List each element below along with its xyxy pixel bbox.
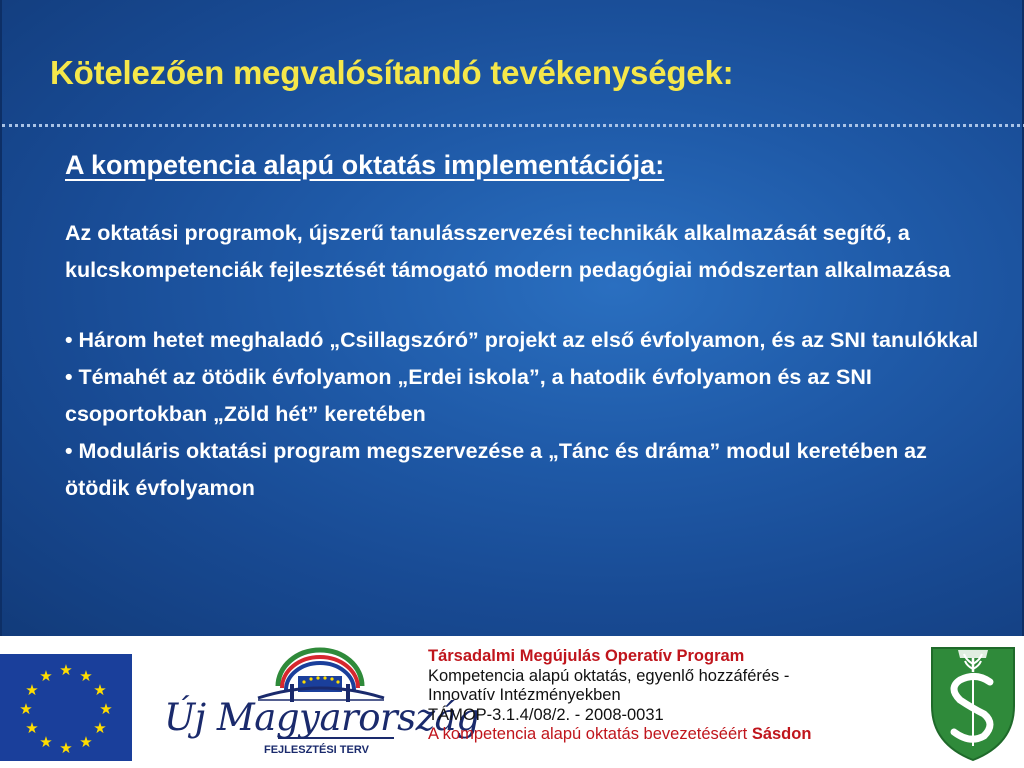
list-item-text: Három hetet meghaladó „Csillagszóró” projekt az első évfolyamon, és az SNI tanulókkal bbox=[78, 328, 979, 352]
slide-title: Kötelezően megvalósítandó tevékenységek: bbox=[50, 54, 734, 91]
bullet-marker: • bbox=[65, 328, 73, 352]
svg-text:★: ★ bbox=[39, 733, 53, 751]
list-item bbox=[65, 359, 985, 433]
svg-text:★: ★ bbox=[99, 700, 113, 718]
uj-magyarorszag-logo bbox=[158, 638, 480, 766]
logo-subtitle: FEJLESZTÉSI TERV bbox=[264, 744, 369, 756]
svg-text:★: ★ bbox=[59, 661, 73, 679]
bullet-marker: • bbox=[65, 439, 73, 463]
project-line bbox=[428, 725, 898, 745]
svg-text:★: ★ bbox=[93, 681, 107, 699]
list-item-text: Témahét az ötödik évfolyamon „Erdei iskola”, a hatodik évfolyamon és az SNI csoportokban „Zöld hét” keretében bbox=[65, 365, 872, 426]
program-info bbox=[428, 647, 898, 745]
svg-text:★: ★ bbox=[93, 719, 107, 737]
bullet-list bbox=[65, 322, 985, 507]
svg-text:★: ★ bbox=[39, 667, 53, 685]
svg-text:★: ★ bbox=[79, 667, 93, 685]
eu-flag-icon bbox=[0, 654, 132, 761]
program-subtitle: Kompetencia alapú oktatás, egyenlő hozzáférés - bbox=[428, 666, 790, 685]
svg-text:★: ★ bbox=[79, 733, 93, 751]
svg-text:★: ★ bbox=[19, 700, 33, 718]
footer-banner bbox=[0, 636, 1024, 768]
shield-icon bbox=[928, 644, 1018, 764]
project-text: A kompetencia alapú oktatás bevezetéséért bbox=[428, 725, 748, 744]
svg-text:★: ★ bbox=[25, 719, 39, 737]
section-heading: A kompetencia alapú oktatás implementációja: bbox=[65, 150, 665, 180]
eu-stars-graphic bbox=[0, 654, 132, 761]
svg-text:★: ★ bbox=[59, 739, 73, 757]
project-place: Sásdon bbox=[751, 725, 812, 744]
dotted-divider bbox=[2, 124, 1024, 127]
intro-paragraph: Az oktatási programok, újszerű tanulásszervezési technikák alkalmazását segítő, a kulcskompetenciák fejlesztését támogató modern pedagógiai módszertan alkalmazása bbox=[65, 221, 951, 282]
sasd-coat-of-arms-icon bbox=[928, 644, 1018, 764]
bullet-marker: • bbox=[65, 365, 73, 389]
list-item bbox=[65, 433, 985, 507]
program-subtitle-2: Innovatív Intézményekben bbox=[428, 686, 621, 705]
list-item-text: Moduláris oktatási program megszervezése a „Tánc és dráma” modul keretében az ötödik évfolyamon bbox=[65, 439, 927, 500]
program-title: Társadalmi Megújulás Operatív Program bbox=[428, 647, 745, 665]
slide-content bbox=[65, 145, 985, 507]
program-code: TÁMOP-3.1.4/08/2. - 2008-0031 bbox=[428, 705, 664, 724]
list-item bbox=[65, 322, 985, 359]
logo-wordmark: Új Magyarország bbox=[164, 696, 480, 739]
svg-text:★: ★ bbox=[25, 681, 39, 699]
